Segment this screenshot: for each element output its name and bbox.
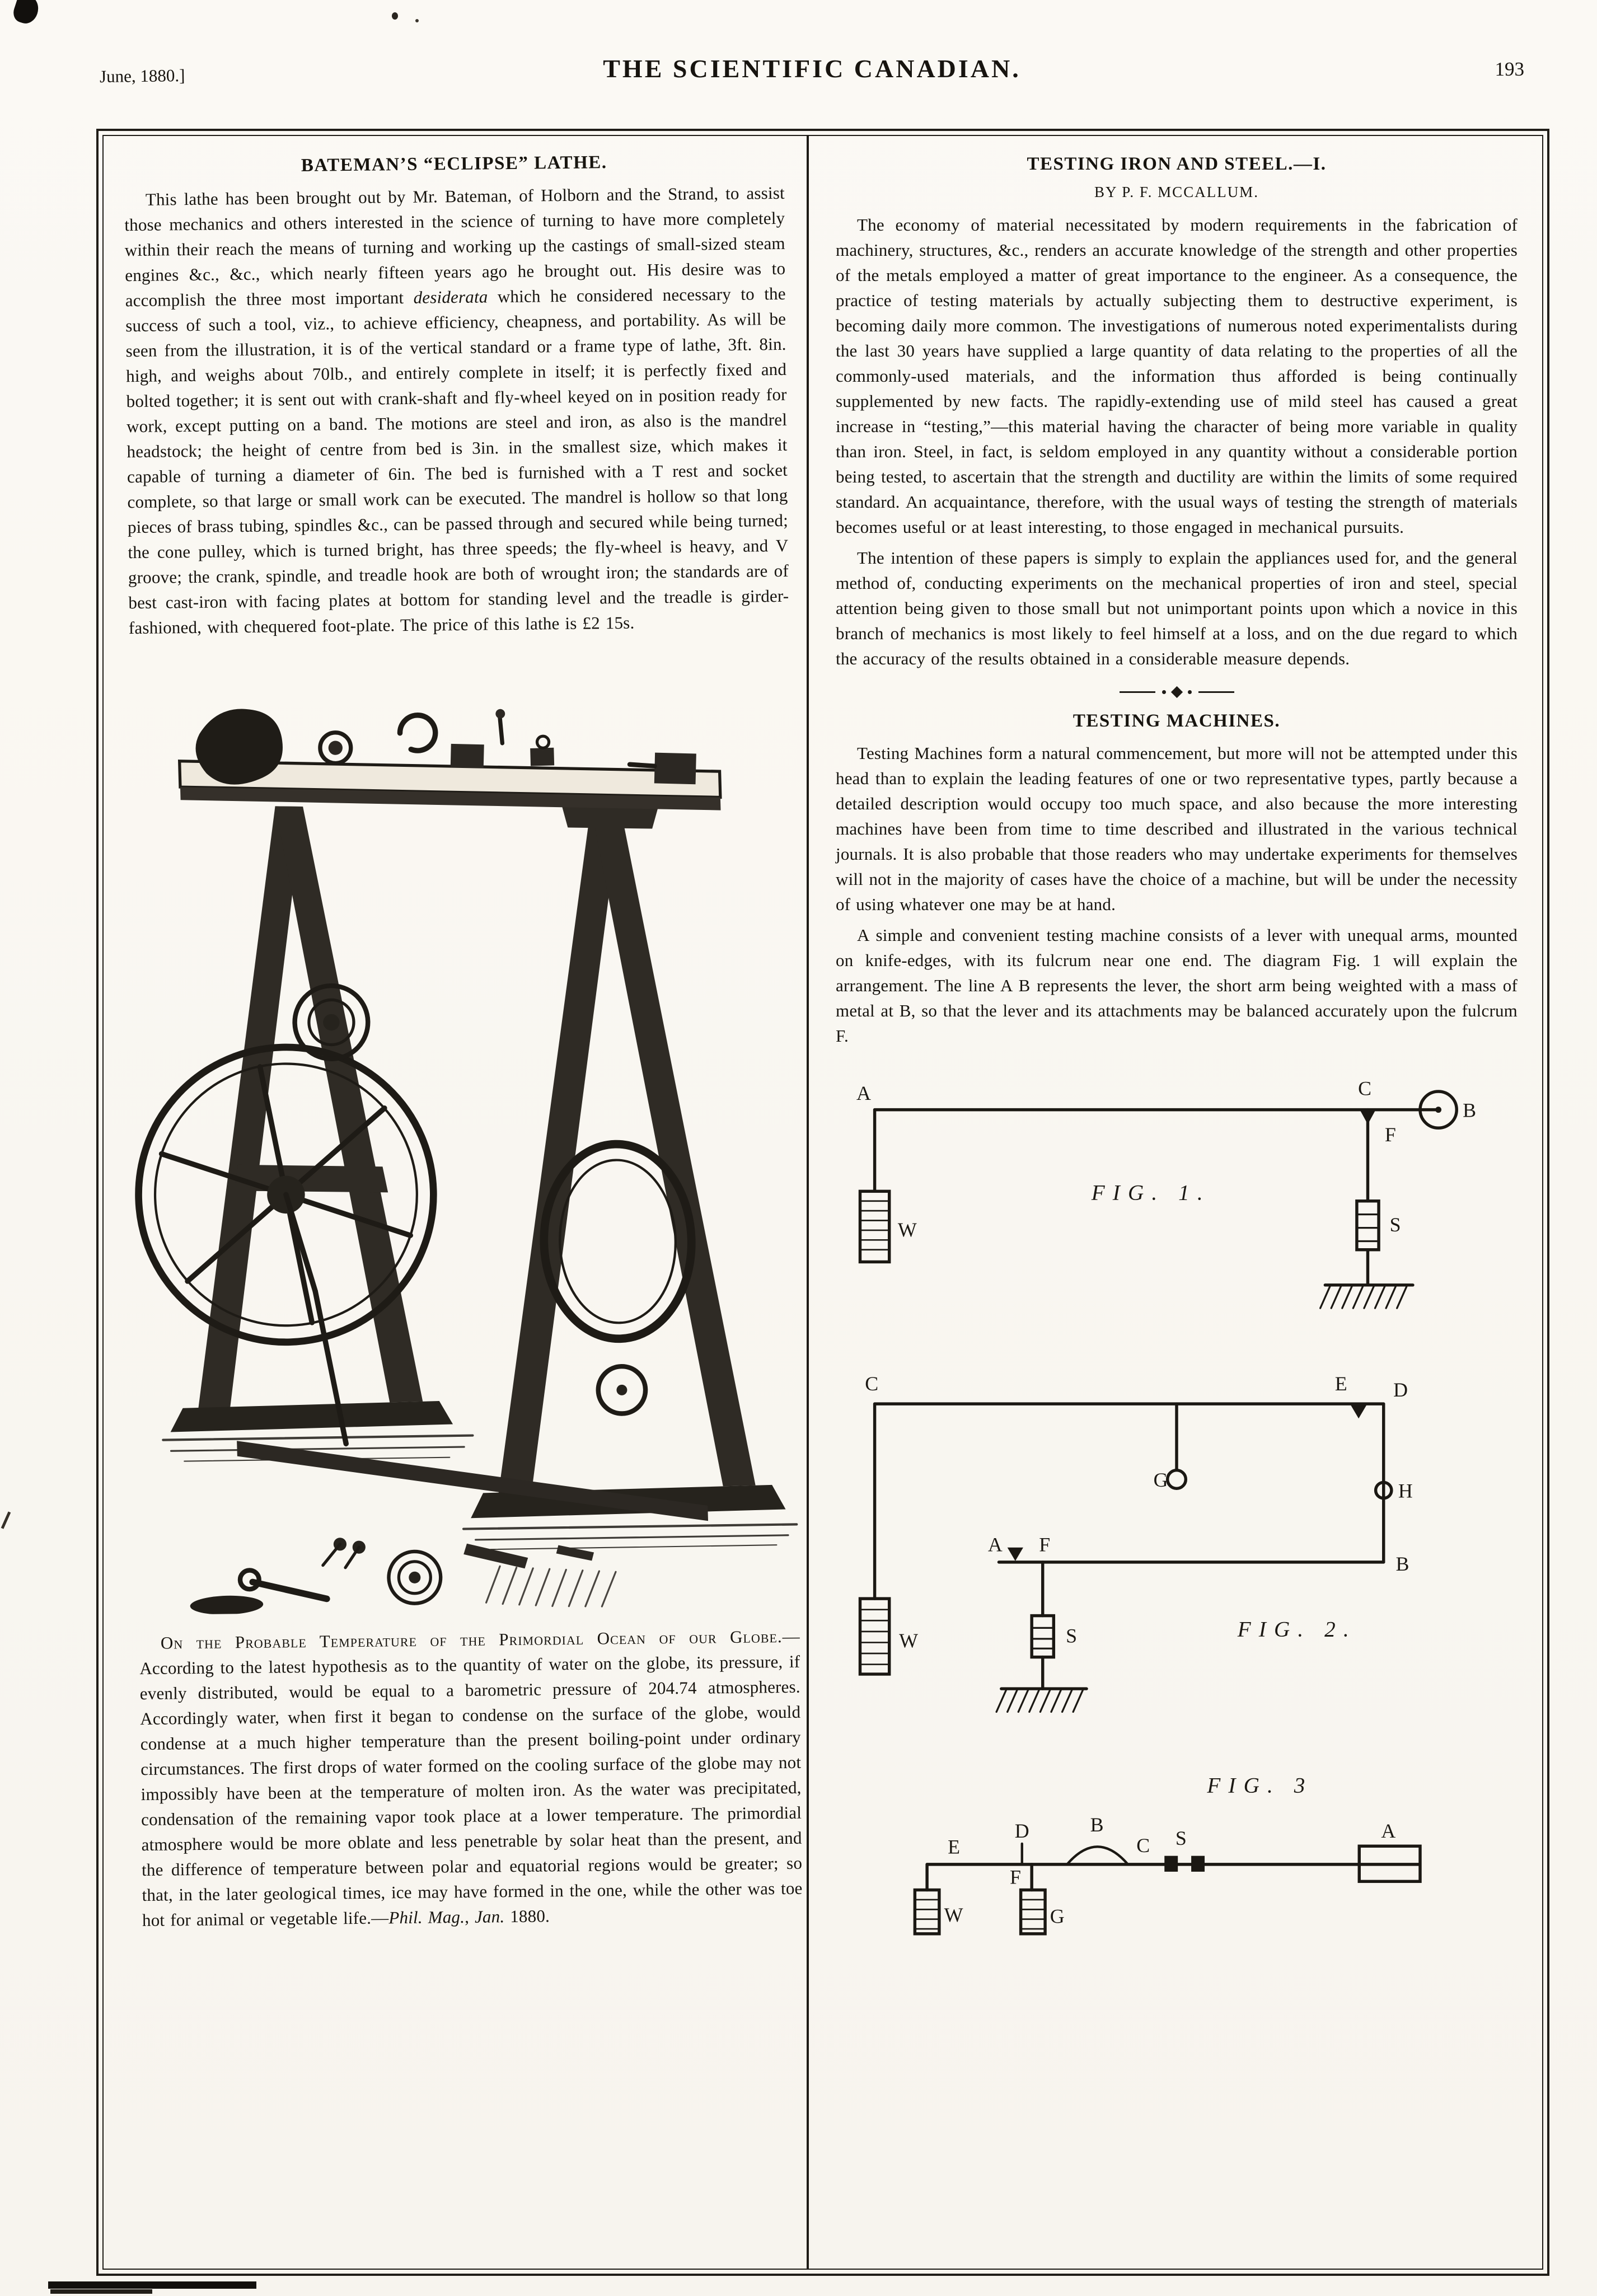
fig3-label-A: A bbox=[1381, 1819, 1396, 1842]
scan-speck bbox=[392, 12, 398, 20]
testing-paragraph-2: The intention of these papers is simply to explain the appliances used for, and the general method of, conducting experiments on the mechanical properties of iron and steel, special attention being given to those small but not unimportant points upon which a novice in this branch of mechanics is most likely to feel himself at a loss, and on the due regard to which the accuracy of the results obtained in a considerable measure depends. bbox=[836, 548, 1518, 668]
testing-paragraph-1: The economy of material necessitated by modern requirements in the fabrication of machinery, structures, &c., renders an accurate knowledge of the strength and other properties of the metals employed a matter of great importance to the engineer. As a consequence, the practice of testing materials by actually subjecting them to destructive experiment, is becoming daily more common. The investigations of numerous noted experimentalists during the last 30 years have supplied a large quantity of data relating to the properties of all the commonly-used materials, and the information thus afforded is being continually supplemented by new facts. The rapidly-extending use of mild steel has caused a great increase in “testing,”—this material having the character of being more variable in quality than iron. Steel, in fact, is seldom employed in any quantity without a considerable portion being tested, to ascertain that the strength and ductility are within the limits of some required standard. An acquaintance, therefore, with the usual ways of testing the strength of materials becomes useful or at least interesting, to those engaged in mechanical pursuits. bbox=[836, 215, 1518, 537]
fig2-label-A: A bbox=[987, 1533, 1003, 1555]
fig1-label-A: A bbox=[856, 1082, 871, 1105]
fig3-caption: FIG. 3 bbox=[1207, 1773, 1313, 1798]
figure-3-svg bbox=[836, 1761, 1518, 1956]
fig1-caption: FIG. 1. bbox=[1091, 1180, 1211, 1205]
fig2-label-E: E bbox=[1334, 1372, 1347, 1395]
page-header bbox=[100, 54, 1524, 93]
section-divider-ornament bbox=[836, 688, 1518, 696]
figure-1-svg bbox=[836, 1071, 1518, 1339]
ornament-dot bbox=[1188, 690, 1192, 694]
machines-paragraph-1: Testing Machines form a natural commencement, but more will not be attempted under this head than to explain the leading features of one or two representative types, partly because a detailed description would occupy too much space, and also because the more interesting machines have been from time to time described and illustrated in the various technical journals. It is also probable that those readers who may undertake experiments for themselves will not in the majority of cases have the choice of a machine, but will be under the necessity of using whatever one may be at hand. bbox=[836, 743, 1518, 914]
byline: BY P. F. MCCALLUM. bbox=[1094, 184, 1259, 200]
scan-speck bbox=[415, 19, 419, 22]
fig3-label-S: S bbox=[1175, 1826, 1187, 1849]
fig2-caption: FIG. 2. bbox=[1237, 1617, 1357, 1642]
fig3-label-B: B bbox=[1090, 1813, 1104, 1836]
fig3-label-E: E bbox=[948, 1835, 961, 1858]
scan-bottom-bar bbox=[50, 2289, 152, 2294]
page-frame-inner bbox=[102, 135, 1543, 2270]
fig2-label-H: H bbox=[1398, 1479, 1413, 1502]
journal-title: THE SCIENTIFIC CANADIAN. bbox=[603, 54, 1021, 83]
fig3-label-W: W bbox=[944, 1903, 963, 1926]
right-column bbox=[809, 136, 1542, 2269]
page-number: 193 bbox=[1495, 58, 1524, 80]
fig2-label-W: W bbox=[899, 1629, 918, 1652]
article-title-testing: TESTING IRON AND STEEL.—I. bbox=[1027, 154, 1327, 174]
page-frame bbox=[96, 129, 1549, 2276]
fig1-label-F: F bbox=[1384, 1123, 1396, 1146]
fig2-label-S: S bbox=[1066, 1624, 1078, 1647]
article-title-machines: TESTING MACHINES. bbox=[1073, 711, 1281, 731]
lathe-engraving bbox=[129, 653, 799, 1615]
fig2-label-D: D bbox=[1393, 1378, 1408, 1401]
lathe-article-body: This lathe has been brought out by Mr. Bateman, of Holborn and the Strand, to assist those mechanics and others interested in the science of turning to have more completely within their reach the means of turning and working up the castings of small-sized steam engines &c., &c., which nearly fifteen years ago he brought out. His desire was to accomplish the three most important desiderata which he considered necessary to the success of such a tool, viz., to achieve efficiency, cheapness, and portability. As will be seen from the illustration, it is of the vertical standard or a frame type of lathe, 3ft. 8in. high, and weighs about 70lb., and entirely complete in itself; it is perfectly fixed and bolted together; it is sent out with crank-shaft and fly-wheel keyed on in position ready for work, except putting on a band. The motions are steel and iron, as also is the mandrel headstock; the height of centre from bed is 3in. in the smallest size, which makes it capable of turning a diameter of 6in. The bed is furnished with a T rest and socket complete, so that large or small work can be executed. The mandrel is hollow so that long pieces of brass tubing, spindles &c., can be passed through and secured while being turned; the cone pulley, which is turned bright, has three speeds; the fly-wheel is heavy, and V groove; the crank, spindle, and treadle hook are both of wrought iron; the standards are of best cast-iron with facing plates at bottom for standing level and the treadle is girder-fashioned, with chequered foot-plate. The price of this lathe is £2 15s. bbox=[124, 182, 789, 638]
right-standard bbox=[451, 798, 786, 1518]
lathe-engraving-svg bbox=[129, 653, 799, 1615]
fig3-label-G: G bbox=[1050, 1905, 1065, 1928]
fig2-label-B: B bbox=[1395, 1552, 1409, 1575]
fig1-label-S: S bbox=[1389, 1213, 1401, 1236]
machines-paragraph-2: A simple and convenient testing machine consists of a lever with unequal arms, mounted on knife-edges, with its fulcrum near one end. The diagram Fig. 1 will explain the arrangement. The line A B represents the lever, the short arm being weighted with a mass of metal at B, so that the lever and its attachments may be balanced accurately upon the fulcrum F. bbox=[836, 925, 1518, 1046]
figure-2-svg bbox=[836, 1361, 1518, 1739]
fig2-label-G: G bbox=[1153, 1468, 1168, 1491]
fig3-label-F: F bbox=[1010, 1866, 1021, 1889]
fig2-label-C: C bbox=[865, 1372, 879, 1395]
scan-bottom-bar bbox=[48, 2281, 256, 2289]
ornament-line bbox=[1120, 691, 1155, 693]
ornament-line bbox=[1198, 691, 1234, 693]
two-column-layout bbox=[104, 136, 1542, 2269]
scan-ink-blot bbox=[11, 0, 41, 26]
scattered-tools bbox=[188, 1531, 595, 1615]
figure-2-diagram bbox=[836, 1361, 1518, 1739]
ocean-note-body: On the Probable Temperature of the Primordial Ocean of our Globe.—According to the latest hypothesis as to the quantity of water on the globe, its pressure, if evenly distributed, would be equal to a barometric pressure of 204.74 atmospheres. Accordingly water, when first it began to condense on the surface of the globe, would condense at a much higher temperature than the present boiling-point under ordinary circumstances. The first drops of water formed on the cooling surface of the globe may not impossibly have been at the temperature of molten iron. As the water was precipitated, condensation of the remaining vapor took place at a lower temperature. The primordial atmosphere would be more oblate and less penetrable by solar heat than the present, and the difference of temperature between polar and equatorial regions would be greater; so that, in the later geological times, ice may have formed in the one, while the other was toe hot for animal or vegetable life.—Phil. Mag., Jan. 1880. bbox=[139, 1626, 803, 1930]
figure-1-diagram bbox=[836, 1071, 1518, 1339]
ornament-diamond bbox=[1170, 686, 1182, 698]
fig1-label-B: B bbox=[1463, 1099, 1477, 1122]
fig3-label-D: D bbox=[1014, 1819, 1029, 1842]
fig1-label-W: W bbox=[897, 1218, 917, 1241]
ornament-dot bbox=[1162, 690, 1166, 694]
left-column bbox=[104, 136, 807, 2269]
treadle bbox=[237, 1428, 708, 1534]
fig1-label-C: C bbox=[1358, 1077, 1372, 1100]
figure-3-diagram bbox=[836, 1761, 1518, 1956]
article-title-lathe: BATEMAN’S “ECLIPSE” LATHE. bbox=[301, 152, 607, 176]
lathe-drawing bbox=[129, 694, 799, 1615]
scan-edge-mark bbox=[1, 1511, 11, 1529]
fig3-label-C: C bbox=[1136, 1834, 1150, 1857]
issue-date: June, 1880.] bbox=[99, 65, 185, 87]
fig2-label-F: F bbox=[1039, 1533, 1051, 1555]
ground-hatch bbox=[485, 1563, 617, 1609]
